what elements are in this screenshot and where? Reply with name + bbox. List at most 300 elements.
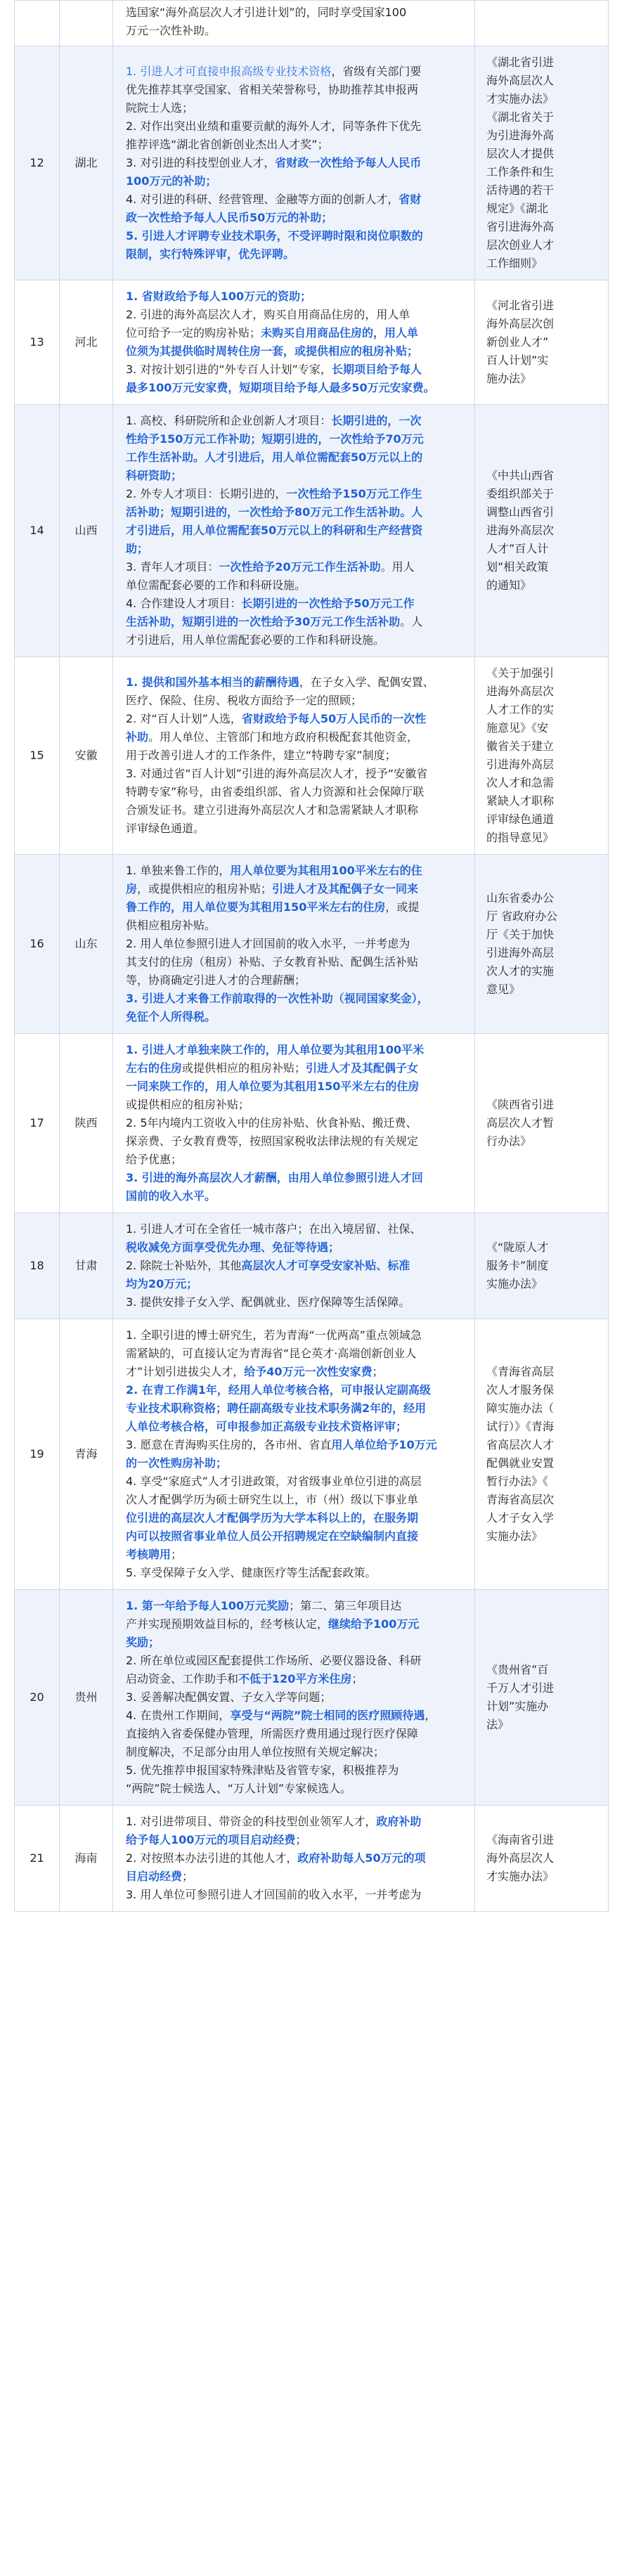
policy-text: 5. 优先推荐申报国家特殊津贴及省管专家，积极推荐为 — [126, 1763, 399, 1777]
policy-document — [475, 855, 609, 1034]
document-name-line: 《中共山西省 — [486, 469, 555, 482]
policy-text: 单位需配套必要的工作和科研设施。 — [126, 578, 306, 592]
policy-content — [113, 855, 475, 1034]
policy-text: 探亲费、子女教育费等，按照国家税收法律法规的有关规定 — [126, 1134, 419, 1148]
policy-highlight: 房 — [126, 882, 138, 895]
policy-text: 1. 对引进带项目、带资金的科技型创业领军人才， — [126, 1815, 377, 1828]
policy-line — [126, 1381, 463, 1399]
policy-highlight: 限制，实行特殊评审，优先评聘。 — [126, 247, 295, 261]
policy-line — [126, 692, 463, 710]
policy-text: ；第二、第三年项目达 — [289, 1599, 402, 1612]
policy-text: 其支付的住房（租房）补贴、子女教育补贴、配偶生活补贴 — [126, 955, 419, 969]
document-name-line: 省高层次人才 — [486, 1438, 555, 1451]
document-name-line: 《湖北省引进 — [486, 56, 555, 69]
row-index: 18 — [15, 1213, 60, 1319]
table-row — [15, 1590, 609, 1806]
policy-line — [126, 81, 463, 99]
policy-line — [126, 862, 463, 880]
policy-text: 或提供相应的租房补贴； — [126, 1098, 250, 1111]
document-name-line: 障实施办法（ — [486, 1402, 555, 1415]
policy-line — [126, 1831, 463, 1849]
policy-text: ，或提供相应的租房补贴； — [137, 882, 273, 895]
row-province: 贵州 — [60, 1590, 113, 1806]
policy-content — [113, 1319, 475, 1590]
row-index: 13 — [15, 280, 60, 405]
policy-highlight: 省财政一次性给予每人人民币 — [275, 156, 422, 169]
document-name-line: 引进海外高层 — [486, 758, 555, 771]
document-name-line: 意见》 — [486, 983, 521, 996]
policy-line — [126, 1652, 463, 1670]
document-name-line: 为引进海外高 — [486, 129, 555, 142]
row-index: 20 — [15, 1590, 60, 1806]
policy-highlight: 目启动经费 — [126, 1870, 183, 1883]
policy-line — [126, 154, 463, 172]
policy-highlight: 3. 引进人才来鲁工作前取得的一次性补助（视同国家奖金）， — [126, 992, 429, 1005]
policy-text: 2. 5年内境内工资收入中的住房补贴、伙食补贴、搬迁费、 — [126, 1116, 417, 1130]
policy-highlight: 一同来陕工作的，用人单位要为其租用150平米左右的住房 — [126, 1080, 420, 1093]
policy-line — [126, 1615, 463, 1633]
document-name-line: 海外高层次人 — [486, 74, 555, 87]
document-name-line: 工作细则》 — [486, 257, 543, 270]
document-name-line: 配偶就业安置 — [486, 1456, 555, 1470]
policy-document — [475, 1590, 609, 1806]
policy-document — [475, 657, 609, 855]
policy-text: 才引进后，用人单位需配套必要的工作和科研设施。 — [126, 633, 385, 647]
policy-content — [113, 657, 475, 855]
document-name-line: 千万人才引进 — [486, 1681, 555, 1695]
policy-line — [126, 613, 463, 631]
policy-text: ，或提 — [385, 900, 420, 914]
policy-line — [126, 917, 463, 935]
row-province: 青海 — [60, 1319, 113, 1590]
policy-text: 3. 用人单位可参照引进人才回国前的收入水平，一并考虑为 — [126, 1888, 422, 1901]
policy-text: ； — [372, 1365, 384, 1378]
policy-line — [126, 1564, 463, 1582]
policy-line — [126, 1257, 463, 1275]
policy-highlight: 1. 引进人才单独来陕工作的，用人单位要为其租用100平米 — [126, 1043, 425, 1056]
policy-text: 用于改善引进人才的工作条件，建立“特聘专家”制度； — [126, 749, 396, 762]
policy-highlight: 的一次性购房补助； — [126, 1456, 228, 1470]
policy-highlight: 2. 在青工作满1年，经用人单位考核合格，可申报认定副高级 — [126, 1383, 431, 1397]
policy-text: 3. 妥善解决配偶安置、子女入学等问题； — [126, 1690, 332, 1704]
policy-line — [126, 710, 463, 728]
policy-line — [126, 448, 463, 467]
policy-line — [126, 953, 463, 971]
policy-highlight: 税收减免方面享受优先办理、免征等待遇； — [126, 1241, 340, 1254]
document-name-line: 进海外高层次 — [486, 685, 555, 698]
policy-highlight: 1. 提供和国外基本相当的薪酬待遇 — [126, 675, 299, 689]
policy-highlight: 100万元的补助； — [126, 174, 217, 188]
document-name-line: 引进海外高层 — [486, 946, 555, 959]
row-province: 山西 — [60, 405, 113, 657]
policy-line — [126, 227, 463, 245]
policy-text: ，省级有关部门要 — [331, 65, 422, 78]
policy-highlight: 内可以按照省事业单位人员公开招聘规定在空缺编制内直接 — [126, 1529, 419, 1543]
policy-content — [113, 1590, 475, 1806]
policy-table — [14, 0, 609, 1912]
policy-highlight: 政一次性给予每人人民币50万元的补助； — [126, 211, 333, 224]
policy-highlight: 3. 引进的海外高层次人才薪酬，由用人单位参照引进人才回 — [126, 1171, 423, 1184]
row-index: 15 — [15, 657, 60, 855]
policy-line — [126, 1813, 463, 1831]
document-name-line: 《青海省高层 — [486, 1365, 555, 1378]
policy-line — [126, 898, 463, 917]
policy-text: ； — [171, 1548, 183, 1561]
document-name-line: 活待遇的若干 — [486, 183, 555, 197]
policy-highlight: 政府补助 — [376, 1815, 422, 1828]
policy-line — [126, 971, 463, 990]
table-row — [15, 1213, 609, 1319]
document-name-line: 厅 省政府办公 — [486, 910, 558, 923]
document-name-line: 的指导意见》 — [486, 831, 555, 844]
document-name-line: 山东省委办公 — [486, 891, 555, 905]
policy-highlight: 继续给予100万元 — [328, 1617, 420, 1631]
policy-highlight: 长期引进的一次性给予50万元工作 — [241, 597, 415, 610]
policy-highlight: 工作生活补助。人才引进后，用人单位需配套50万元以上的 — [126, 451, 423, 464]
policy-highlight: 人单位考核合格，可申报参加正高级专业技术资格评审； — [126, 1420, 408, 1433]
policy-highlight: 省财 — [399, 193, 422, 206]
policy-text: 才”计划引进拔尖人才， — [126, 1365, 245, 1378]
policy-text: 2. 对“百人计划”人选， — [126, 712, 242, 725]
document-name-line: 《海南省引进 — [486, 1833, 555, 1846]
table-row — [15, 657, 609, 855]
policy-content — [113, 1, 475, 46]
policy-text: 3. 对通过省“百人计划”引进的海外高层次人才，授予“安徽省 — [126, 767, 428, 780]
policy-line — [126, 63, 463, 81]
policy-highlight: 省财政给予每人50万人民币的一次性 — [241, 712, 427, 725]
policy-highlight: 活补助；短期引进的，一次性给予80万元工作生活补助。人 — [126, 505, 423, 519]
policy-text: 4. 对引进的科研、经营管理、金融等方面的创新人才， — [126, 193, 399, 206]
policy-line — [126, 4, 463, 22]
policy-text: 2. 所在单位或园区配套提供工作场所、必要仪器设备、科研 — [126, 1654, 422, 1667]
policy-line — [126, 324, 463, 342]
policy-text: 2. 对按照本办法引进的其他人才， — [126, 1851, 298, 1865]
policy-line — [126, 880, 463, 898]
policy-highlight: 引进人才及其配偶子女 — [306, 1061, 419, 1075]
document-name-line: 行办法》 — [486, 1134, 532, 1148]
policy-highlight: 5. 引进人才评聘专业技术职务，不受评聘时限和岗位职数的 — [126, 229, 423, 242]
policy-text: 4. 合作建设人才项目： — [126, 597, 242, 610]
policy-text: ， — [425, 1709, 436, 1722]
policy-text: 5. 享受保障子女入学、健康医疗等生活配套政策。 — [126, 1566, 377, 1579]
policy-line — [126, 467, 463, 485]
policy-line — [126, 1293, 463, 1312]
policy-highlight: 给予40万元一次性安家费 — [244, 1365, 372, 1378]
policy-highlight: 补助 — [126, 730, 149, 744]
policy-line — [126, 728, 463, 746]
document-name-line: 海外高层次创 — [486, 317, 555, 330]
policy-line — [126, 1743, 463, 1761]
document-name-line: 评审绿色通道 — [486, 813, 555, 826]
document-name-line: 才实施办法》 — [486, 92, 555, 105]
policy-highlight: 位须为其提供临时周转住房一套，或提供相应的租房补贴； — [126, 344, 419, 358]
policy-text: 制度解决，不足部分由用人单位按照有关规定解决； — [126, 1745, 385, 1759]
policy-line — [126, 576, 463, 595]
policy-line — [126, 1633, 463, 1652]
policy-line — [126, 595, 463, 613]
document-name-line: 施办法》 — [486, 372, 532, 385]
policy-line — [126, 209, 463, 227]
policy-line — [126, 430, 463, 448]
policy-line — [126, 801, 463, 820]
policy-text: 合颁发证书。建立引进海外高层次人才和急需紧缺人才职称 — [126, 803, 419, 817]
policy-highlight: 享受与“两院”院士相同的医疗照顾待遇 — [230, 1709, 425, 1722]
policy-highlight: 高层次人才可享受安家补贴、标准 — [241, 1259, 410, 1272]
policy-text: ； — [295, 1833, 307, 1846]
policy-text: 1. 引进人才可在全省任一城市落户；在出入境居留、社保、 — [126, 1222, 422, 1236]
policy-highlight: 一次性给予20万元工作生活补助 — [219, 560, 381, 574]
policy-line — [126, 935, 463, 953]
document-name-line: 的通知》 — [486, 578, 532, 592]
policy-line — [126, 631, 463, 649]
row-index: 12 — [15, 46, 60, 280]
policy-line — [126, 1707, 463, 1725]
policy-text: 直接纳入省委保健办管理，所需医疗费用通过现行医疗保障 — [126, 1727, 419, 1740]
policy-text: 。用人 — [380, 560, 415, 574]
policy-highlight: 用人单位给予10万元 — [331, 1438, 437, 1451]
policy-line — [126, 1418, 463, 1436]
policy-line — [126, 1077, 463, 1096]
policy-highlight: 引进人才及其配偶子女一同来 — [272, 882, 419, 895]
policy-text: ； — [182, 1870, 194, 1883]
policy-line — [126, 1220, 463, 1238]
policy-content — [113, 1806, 475, 1912]
policy-line — [126, 673, 463, 692]
policy-line — [126, 1849, 463, 1868]
row-province: 甘肃 — [60, 1213, 113, 1319]
document-name-line: 暂行办法》《 — [486, 1475, 549, 1488]
policy-line — [126, 765, 463, 783]
policy-line — [126, 342, 463, 361]
policy-line — [126, 1187, 463, 1205]
policy-document — [475, 1213, 609, 1319]
policy-line — [126, 190, 463, 209]
policy-highlight: 国前的收入水平。 — [126, 1189, 216, 1203]
policy-document — [475, 46, 609, 280]
policy-highlight: 才引进后，用人单位需配套50万元以上的科研和生产经营资 — [126, 524, 423, 537]
policy-line — [126, 1509, 463, 1527]
table-row — [15, 1806, 609, 1912]
document-name-line: 《河北省引进 — [486, 299, 555, 312]
document-name-line: 人才子女入学 — [486, 1511, 555, 1525]
policy-highlight: 生活补助，短期引进的一次性给予30万元工作生活补助 — [126, 615, 401, 628]
row-index: 14 — [15, 405, 60, 657]
policy-highlight: 长期项目给予每人 — [331, 363, 422, 376]
policy-document — [475, 1806, 609, 1912]
policy-highlight: 考核聘用 — [126, 1548, 171, 1561]
document-name-line: 施意见》《安 — [486, 721, 549, 734]
document-name-line: 人才工作的实 — [486, 703, 555, 716]
table-row — [15, 46, 609, 280]
document-name-line: 新创业人才” — [486, 335, 549, 349]
policy-line — [126, 361, 463, 379]
policy-text: 3. 青年人才项目： — [126, 560, 219, 574]
policy-highlight: 给予每人100万元的项目启动经费 — [126, 1833, 296, 1846]
document-name-line: 省引进海外高 — [486, 220, 555, 233]
table-row — [15, 405, 609, 657]
policy-line — [126, 1132, 463, 1151]
document-name-line: 厅《关于加快 — [486, 928, 555, 941]
policy-line — [126, 306, 463, 324]
policy-text: 2. 用人单位参照引进人才回国前的收入水平，一并考虑为 — [126, 937, 410, 950]
document-name-line: 规定》《湖北 — [486, 202, 549, 215]
row-index: 21 — [15, 1806, 60, 1912]
table-row — [15, 855, 609, 1034]
policy-text: 。人 — [400, 615, 423, 628]
policy-text: 位可给予一定的购房补贴； — [126, 326, 261, 339]
document-name-line: 高层次人才暂 — [486, 1116, 555, 1130]
policy-line — [126, 1527, 463, 1546]
policy-document — [475, 1034, 609, 1213]
policy-content — [113, 1213, 475, 1319]
policy-line — [126, 22, 463, 40]
policy-text: 4. 在贵州工作期间， — [126, 1709, 231, 1722]
policy-text: 次人才配偶学历为硕士研究生以上，市（州）级以下事业单 — [126, 1493, 419, 1506]
policy-text: 院院士人选； — [126, 101, 194, 115]
row-province — [60, 1, 113, 46]
table-row — [15, 1034, 609, 1213]
row-province: 山东 — [60, 855, 113, 1034]
document-name-line: 服务卡”制度 — [486, 1259, 549, 1272]
document-name-line: 调整山西省引 — [486, 505, 555, 519]
policy-line — [126, 287, 463, 306]
document-name-line: 人才”百人计 — [486, 542, 549, 555]
document-name-line: 《“陇原人才 — [486, 1241, 549, 1254]
policy-highlight: 鲁工作的，用人单位要为其租用150平米左右的住房 — [126, 900, 386, 914]
policy-line — [126, 1151, 463, 1169]
document-name-line: 次人才服务保 — [486, 1383, 555, 1397]
policy-document — [475, 280, 609, 405]
policy-line — [126, 1886, 463, 1904]
document-name-line: 《贵州省”百 — [486, 1663, 549, 1676]
policy-text: 特聘专家”称号，由省委组织部、省人力资源和社会保障厅联 — [126, 785, 425, 798]
policy-document — [475, 1, 609, 46]
policy-text: 3. 对引进的科技型创业人才， — [126, 156, 276, 169]
policy-text: 3. 对按计划引进的“外专百人计划”专家， — [126, 363, 332, 376]
policy-table-body — [15, 1, 609, 1912]
policy-highlight: 最多100万元安家费，短期项目给予每人最多50万元安家费。 — [126, 381, 435, 394]
policy-text: 。用人单位、主管部门和地方政府积极配套其他资金， — [148, 730, 419, 744]
policy-highlight: 未购买自用商品住房的，用人单 — [261, 326, 419, 339]
policy-highlight: 1. 省财政给予每人100万元的资助； — [126, 290, 312, 303]
policy-line — [126, 1345, 463, 1363]
document-name-line: 层次创业人才 — [486, 238, 555, 252]
row-index: 16 — [15, 855, 60, 1034]
policy-line — [126, 1169, 463, 1187]
policy-line — [126, 172, 463, 190]
policy-highlight: 一次性给予150万元工作生 — [286, 487, 422, 500]
policy-line — [126, 1473, 463, 1491]
policy-highlight: 政府补助每人50万元的项 — [297, 1851, 426, 1865]
row-province: 陕西 — [60, 1034, 113, 1213]
policy-text: 等，协商确定引进人才的合理薪酬； — [126, 973, 306, 987]
row-province: 安徽 — [60, 657, 113, 855]
policy-content — [113, 280, 475, 405]
policy-highlight: 不低于120平方米住房 — [238, 1672, 352, 1685]
document-name-line: 进海外高层次 — [486, 524, 555, 537]
policy-line — [126, 820, 463, 838]
policy-line — [126, 540, 463, 558]
policy-text: “两院”院士候选人、“万人计划”专家候选人。 — [126, 1782, 352, 1795]
policy-line — [126, 1670, 463, 1688]
document-name-line: 工作条件和生 — [486, 165, 555, 179]
policy-highlight: 长期引进的，一次 — [331, 414, 422, 427]
policy-line — [126, 990, 463, 1008]
policy-text: 2. 对作出突出业绩和重要贡献的海外人才，同等条件下优先 — [126, 119, 422, 133]
policy-text: ； — [351, 1672, 363, 1685]
policy-text: 1. 高校、科研院所和企业创新人才项目： — [126, 414, 332, 427]
policy-line — [126, 1238, 463, 1257]
policy-line — [126, 558, 463, 576]
policy-document — [475, 1319, 609, 1590]
document-name-line: 《湖北省关于 — [486, 110, 555, 124]
row-province: 河北 — [60, 280, 113, 405]
document-name-line: 次人才的实施 — [486, 964, 555, 978]
policy-text: 给予优惠； — [126, 1153, 183, 1166]
policy-line — [126, 746, 463, 765]
policy-text: 需紧缺的，可直接认定为青海省“昆仑英才·高端创新创业人 — [126, 1347, 417, 1360]
policy-line — [126, 117, 463, 136]
document-name-line: 法》 — [486, 1718, 510, 1731]
policy-text: 推荐评选“湖北省创新创业杰出人才奖”； — [126, 138, 329, 151]
policy-line — [126, 1096, 463, 1114]
policy-line — [126, 485, 463, 503]
row-index: 17 — [15, 1034, 60, 1213]
policy-highlight: 专业技术职称资格；聘任副高级专业技术职务满2年的，经用 — [126, 1402, 427, 1415]
policy-line — [126, 1326, 463, 1345]
policy-text: 2. 外专人才项目：长期引进的， — [126, 487, 287, 500]
policy-highlight: 奖励； — [126, 1636, 160, 1649]
policy-highlight: 左右的住房 — [126, 1061, 183, 1075]
document-name-line: 百人计划”实 — [486, 354, 549, 367]
document-name-line: 青海省高层次 — [486, 1493, 555, 1506]
policy-line — [126, 136, 463, 154]
policy-line — [126, 1041, 463, 1059]
policy-line — [126, 245, 463, 264]
policy-line — [126, 1114, 463, 1132]
row-province: 海南 — [60, 1806, 113, 1912]
policy-line — [126, 412, 463, 430]
policy-document — [475, 405, 609, 657]
document-name-line: 委组织部关于 — [486, 487, 555, 500]
policy-text: 3. 愿意在青海购买住房的，各市州、省直 — [126, 1438, 332, 1451]
policy-line — [126, 1059, 463, 1077]
policy-text: 产并实现预期效益目标的，经考核认定， — [126, 1617, 329, 1631]
policy-text: 1. 单独来鲁工作的， — [126, 864, 231, 877]
policy-line — [126, 1597, 463, 1615]
policy-highlight: 助； — [126, 542, 149, 555]
policy-text: 启动资金、工作助手和 — [126, 1672, 239, 1685]
policy-content — [113, 1034, 475, 1213]
policy-highlight: 1. 第一年给予每人100万元奖励 — [126, 1599, 290, 1612]
policy-text: 评审绿色通道。 — [126, 822, 205, 835]
document-name-line: 层次人才提供 — [486, 147, 555, 160]
policy-content — [113, 405, 475, 657]
document-name-line: 《关于加强引 — [486, 666, 555, 680]
document-name-line: 实施办法》 — [486, 1277, 543, 1290]
document-name-line: 徽省关于建立 — [486, 739, 555, 753]
policy-text: 供相应租房补贴。 — [126, 919, 216, 932]
table-row-fragment — [15, 1, 609, 46]
policy-line — [126, 1780, 463, 1798]
policy-line — [126, 1399, 463, 1418]
policy-text: 或提供相应的租房补贴； — [182, 1061, 306, 1075]
policy-text: 3. 提供安排子女入学、配偶就业、医疗保障等生活保障。 — [126, 1295, 410, 1309]
policy-line — [126, 522, 463, 540]
policy-line — [126, 1761, 463, 1780]
policy-text: ，在子女入学、配偶安置、 — [299, 675, 434, 689]
policy-text: 医疗、保险、住房、税收方面给予一定的照顾； — [126, 694, 363, 707]
